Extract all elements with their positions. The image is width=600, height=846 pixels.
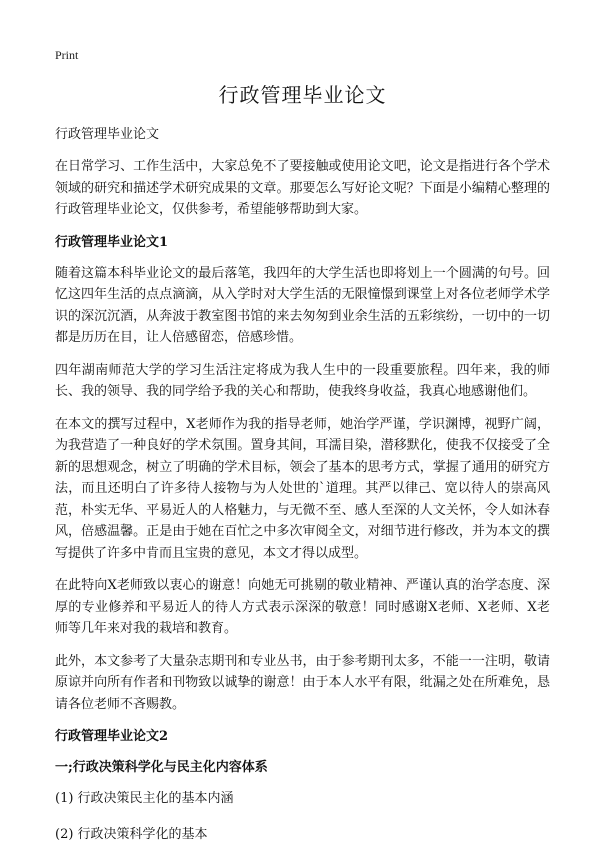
section-1-heading: 行政管理毕业论文1 (55, 234, 169, 250)
list-item: (1) 行政决策民主化的基本内涵 (55, 791, 234, 806)
section-1-paragraph-1: 随着这篇本科毕业论文的最后落笔，我四年的大学生活也即将划上一个圆满的句号。回忆这四年生活的点点滴滴，从入学时对大学生活的无限憧憬到课堂上对各位老师学术学识的深沉沉酒，从奔波于教室图书馆的来去匆匆到业余生活的五彩缤纷，一切中的一切都是历历在目，让人倍感留恋，倍感珍惜。 (55, 265, 550, 345)
section-2-heading: 行政管理毕业论文2 (55, 729, 169, 744)
section-1-paragraph-4: 在此特向X老师致以衷心的谢意！向她无可挑剔的敬业精神、严谨认真的治学态度、深厚的专业修养和平易近人的待人方式表示深深的敬意！同时感谢X老师、X老师、X老师等几年来对我的栽培和教育。 (55, 578, 550, 636)
section-1-paragraph-5: 此外，本文参考了大量杂志期刊和专业丛书，由于参考期刊太多，不能一一注明，敬请原谅并向所有作者和刊物致以诚挚的谢意！由于本人水平有限，纰漏之处在所难免，恳请各位老师不吝赐教。 (55, 653, 550, 712)
print-link[interactable]: Print (55, 48, 79, 62)
intro-paragraph: 在日常学习、工作生活中，大家总免不了要接触或使用论文吧，论文是指进行各个学术领域的研究和描述学术研究成果的文章。那要怎么写好论文呢？下面是小编精心整理的行政管理毕业论文，仅供参考，希望能够帮助到大家。 (55, 159, 550, 217)
page-title: 行政管理毕业论文 (218, 83, 387, 107)
list-item: (2) 行政决策科学化的基本 (55, 827, 208, 842)
section-1-paragraph-2: 四年湖南师范大学的学习生活注定将成为我人生中的一段重要旅程。四年来，我的师长、我的领导、我的同学给予我的关心和帮助，使我终身收益，我真心地感谢他们。 (55, 362, 550, 399)
section-1-paragraph-3: 在本文的撰写过程中，X老师作为我的指导老师，她治学严谨，学识渊博，视野广阔，为我营造了一种良好的学术氛围。置身其间，耳濡目染，潜移默化，使我不仅接受了全新的思想观念，树立了明确的学术目标，领会了基本的思考方式，掌握了通用的研究方法，而且还明白了许多待人接物与为人处世的`道理。其严以律己、宽以待人的崇高风范，朴实无华、平易近人的人格魅力，与无微不至、感人至深的人文关怀，令人如沐春风，倍感温馨。正是由于她在百忙之中多次审阅全文，对细节进行修改，并为本文的撰写提供了许多中肯而且宝贵的意见，本文才得以成型。 (55, 416, 550, 561)
section-2-subheading: 一;行政决策科学化与民主化内容体系 (55, 760, 268, 775)
document-subtitle: 行政管理毕业论文 (55, 127, 160, 142)
